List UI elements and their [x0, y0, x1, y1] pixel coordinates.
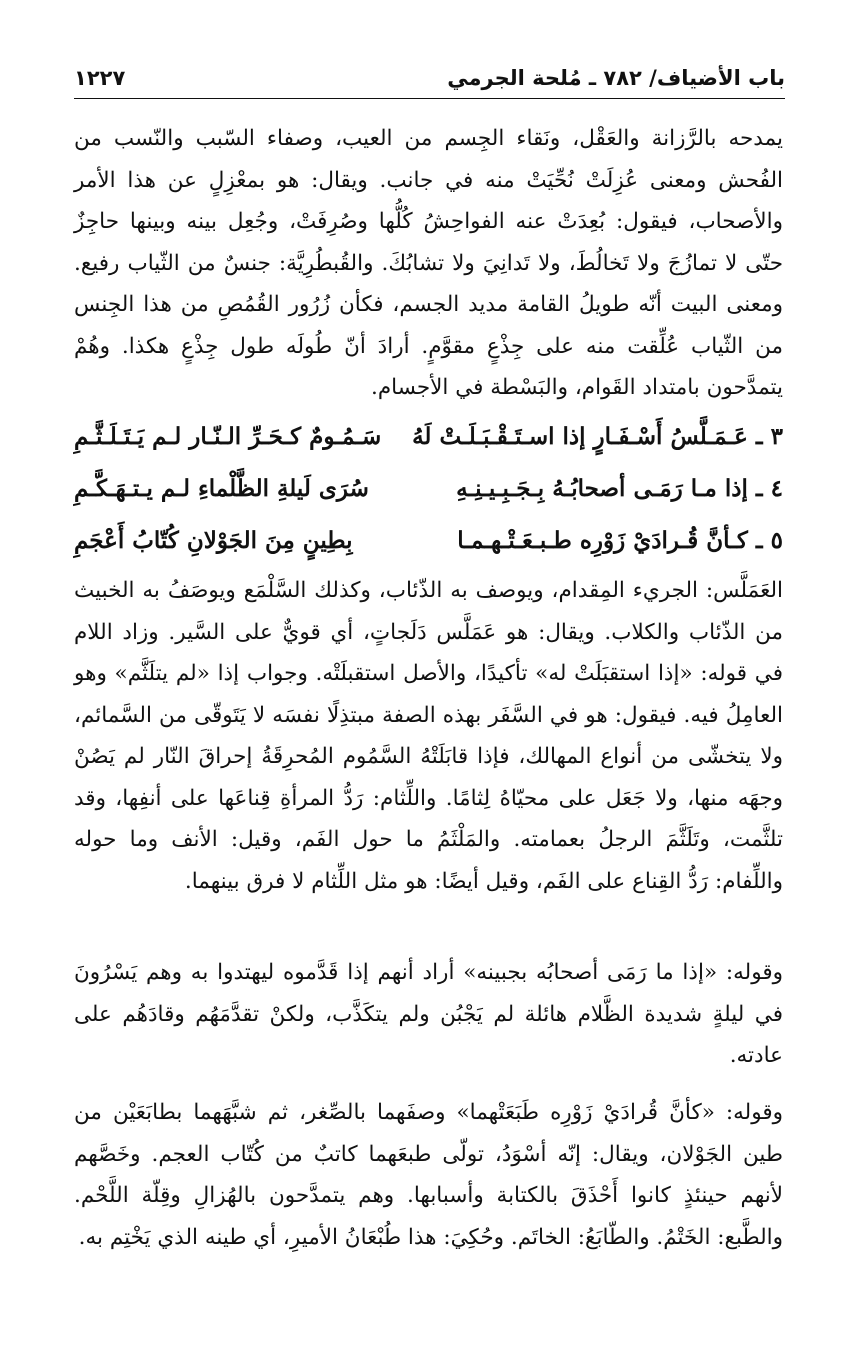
verse-first-hemistich: ٤ ـ إذا مـا رَمَـى أصحابُـهُ بِـجَـبِـيـنِـهِ — [456, 474, 783, 502]
page-header — [74, 58, 785, 99]
commentary-paragraph-3: وقوله: «إذا ما رَمَى أصحابُه بجبينه» أراد أنهم إذا قَدَّموه ليهتدوا به وهم يَسْرُونَ في ليلةٍ شديدة الظَّلام هائلة لم يَجْبُن ولم يتكَذَّب، ولكنْ تقدَّمَهُم وقادَهُم على عادته. — [74, 960, 783, 1068]
page-number: ١٢٢٧ — [74, 66, 126, 90]
verse-second-hemistich: سُرَى لَيلةِ الظَّلْماءِ لـم يـتـهَـكَّـمِ — [74, 474, 369, 502]
verse-line — [74, 514, 783, 566]
verse-second-hemistich: بِطِينٍ مِنَ الجَوْلانِ كُتّابُ أَعْجَمِ — [74, 526, 353, 554]
verse-first-hemistich: ٣ ـ عَـمَـلَّسُ أَسْـفَـارٍ إذا اسـتَـقْـبَـلَـتْ لَهُ — [412, 422, 783, 450]
commentary-paragraph-4: وقوله: «كأنَّ قُرادَيْ زَوْرِه طَبَعَتْهما» وصفَهما بالصِّغر، ثم شبَّهَهما بطابَعَيْن من طين الجَوْلان، ويقال: إنّه أسْوَدُ، تولّى طبعَهما كاتبٌ من كُتّاب العجم. وخَصَّهم لأنهم حينئذٍ كانوا أَحْذَقَ بالكتابة وأسبابها. وهم يتمدَّحون بالهُزالِ وقِلّة اللَّحْم. والطَّبع: الخَتْمُ. والطّابَعُ: الخاتَم. وحُكِيَ: هذا طُبْعَانُ الأميرِ، أي طينه الذي يَخْتِم به. — [74, 1100, 783, 1250]
verse-line — [74, 410, 783, 462]
running-title: باب الأضياف/ ٧٨٢ ـ مُلحة الجرمي — [447, 66, 785, 90]
commentary-paragraph-1: يمدحه بالرَّزانة والعَقْل، ونَقاء الجِسم من العيب، وصفاء السّبب والنّسب من الفُحش ومعنى عُزِلَتْ نُحِّيَتْ منه في جانب. ويقال: هو بمعْزِلٍ عن هذا الأمر والأصحاب، فيقول: بُعِدَتْ عنه الفواحِشُ كُلُّها وصُرِفَتْ، وجُعِل بينه وبينها حاجِزٌ حتّى لا تمازُجَ ولا تَخالُطَ، ولا تَدانِيَ ولا تشابُكَ. والقُبطُرِيَّة: جنسٌ من الثّياب رفيع. ومعنى البيت أنّه طويلُ القامة مديد الجسم، فكأن زُرُور القُمُصِ من هذا الجِنس من الثّياب عُلِّقت منه على جِذْعٍ مقوَّمٍ. أرادَ أنّ طُولَه طول جِذْعٍ هكذا. وهُمْ يتمدَّحون بامتداد القَوام، والبَسْطة في الأجسام. — [74, 126, 783, 400]
commentary-paragraph-2: العَمَلَّس: الجريء المِقدام، ويوصف به الذّئاب، وكذلك السَّلْمَع ويوصَفُ به الخبيث من الذّئاب والكلاب. ويقال: هو عَمَلَّس دَلَجاتٍ، أي قويٌّ على السَّير. وزاد اللام في قوله: «إذا استقبَلَتْ له» تأكيدًا، والأصل استقبلَتْه. وجواب إذا «لم يتلَثَّم» وهو العامِلُ فيه. فيقول: هو في السَّفَر بهذه الصفة مبتذِلًا نفسَه لا يَتَوقّى من السَّمائم، ولا يتخشّى من أنواع المهالك، فإذا قابَلَتْهُ السَّمُوم المُحرِقَةُ إحراقَ النّار لم يَصُنْ وجهَه منها، ولا جَعَل على محيّاهُ لِثامًا. واللِّثام: رَدُّ المرأةِ قِناعَها على أنفِها، وقد تلثَّمت، وتَلَثَّمَ الرجلُ بعمامته. والمَلْثَمُ ما حول الفَم، وقيل: الأنف وما حوله واللِّفام: رَدُّ القِناع على الفَم، وقيل أيضًا: هو مثل اللِّثام لا فرق بينهما. — [74, 578, 783, 894]
poem-verses — [74, 410, 783, 566]
verse-line — [74, 462, 783, 514]
verse-second-hemistich: سَـمُـومٌ كـحَـرِّ الـنّـار لـم يَـتَـلَـثَّـمِ — [74, 422, 382, 450]
verse-first-hemistich: ٥ ـ كـأنَّ قُـرادَيْ زَوْرِه طـبـعَـتْـهـمـا — [457, 526, 783, 554]
